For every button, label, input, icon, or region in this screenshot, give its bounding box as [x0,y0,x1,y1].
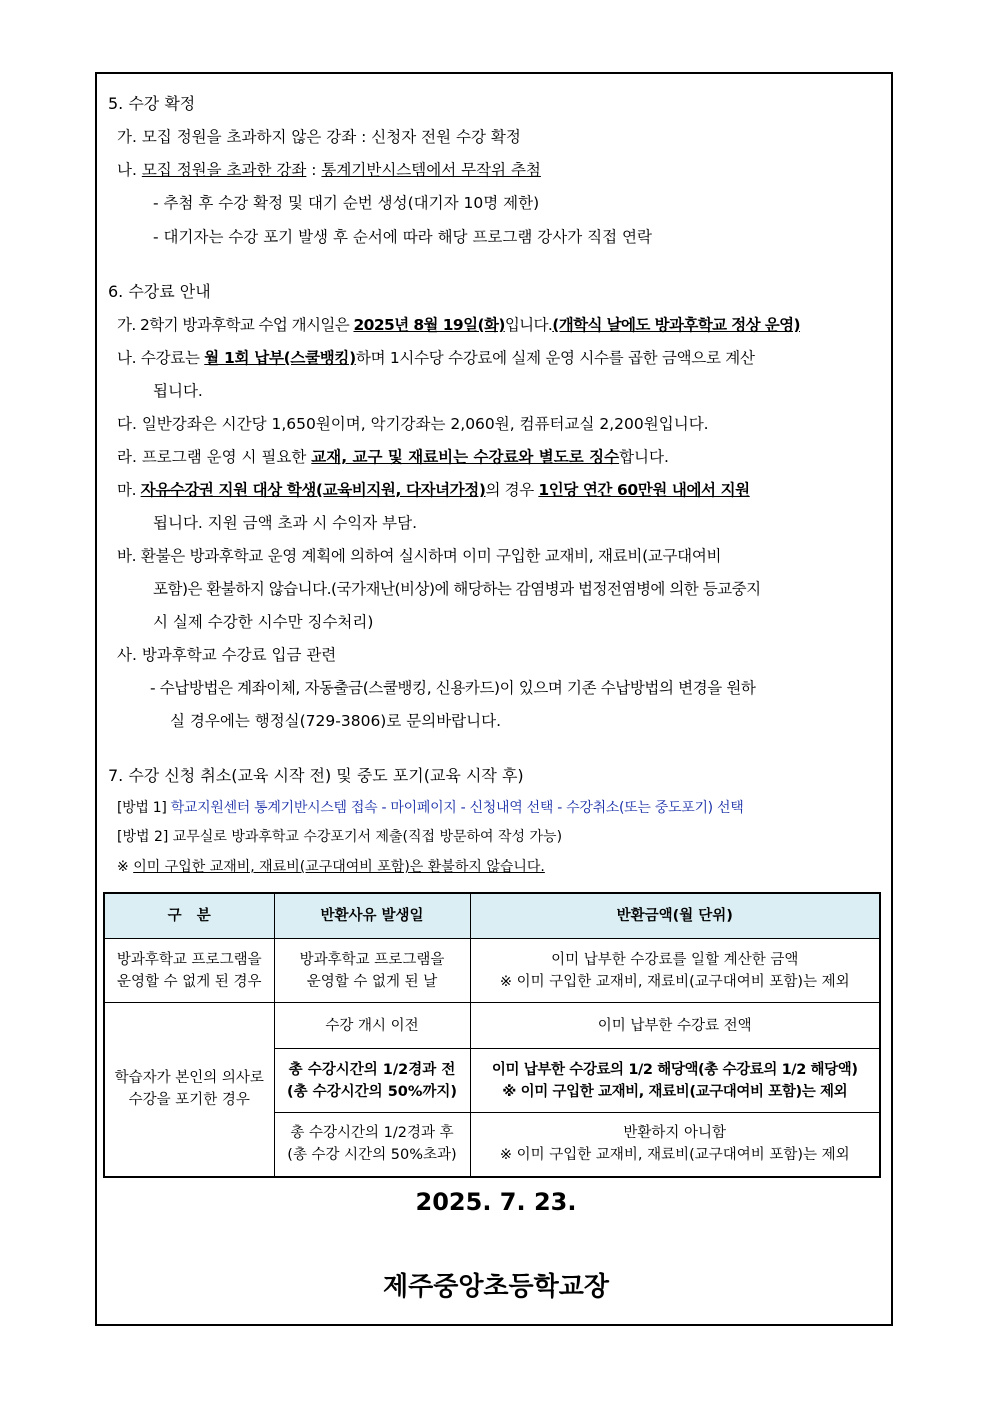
cell-line: (총 수강시간의 50%까지) [286,1083,458,1100]
cell-line: ※ 이미 구입한 교재비, 재료비(교구대여비 포함)는 제외 [502,1083,848,1100]
s6-sa-detail-2: 실 경우에는 행정실(729-3806)로 문의바랍니다. [170,712,502,730]
s7-note-text: 이미 구입한 교재비, 재료비(교구대여비 포함)은 환불하지 않습니다. [133,859,545,875]
s5-detail-1: - 추첨 후 수강 확정 및 대기 순번 생성(대기자 10명 제한) [153,194,540,212]
s7-note-mark: ※ [117,859,134,875]
s6-na-underline: 월 1회 납부(스쿨뱅킹) [204,349,356,367]
s6-item-na [117,347,755,369]
s5-na-underline-1: 모집 정원을 초과한 강좌 [141,161,307,179]
s6-ma-text-2: 의 경우 [485,481,539,499]
refund-table [103,892,881,1178]
s6-ga-text-2: 입니다. [504,316,553,334]
header-refund-amount: 반환금액(월 단위) [470,893,880,939]
s6-item-ba-2: 포함)은 환불하지 않습니다.(국가재난(비상)에 해당하는 감염병과 법정전염병에 의한 등교중지 [153,580,761,598]
cell-reason-date: 수강 개시 이전 [274,1003,470,1049]
s6-na-text-2: 하며 1시수당 수강료에 실제 운영 시수를 곱한 금액으로 계산 [355,349,755,367]
cell-line: ※ 이미 구입한 교재비, 재료비(교구대여비 포함)는 제외 [499,973,850,990]
cell-category [104,1003,274,1177]
table-row [104,1003,880,1049]
section-6-title: 6. 수강료 안내 [108,282,211,301]
s6-ga-text-1: 가. 2학기 방과후학교 수업 개시일은 [117,316,354,334]
header-reason-date: 반환사유 발생일 [274,893,470,939]
s5-detail-2: - 대기자는 수강 포기 발생 후 순서에 따라 해당 프로그램 강사가 직접 연락 [153,228,652,246]
cell-line: 학습자가 본인의 의사로 [114,1070,264,1087]
s6-ra-text-2: 합니다. [619,448,669,466]
s6-ra-text-1: 라. 프로그램 운영 시 필요한 [117,448,312,466]
section-5-title: 5. 수강 확정 [108,94,196,113]
section-7-title: 7. 수강 신청 취소(교육 시작 전) 및 중도 포기(교육 시작 후) [108,766,524,785]
s6-ma-underline-2: 1인당 연간 60만원 내에서 지원 [538,481,750,499]
s7-method-2: [방법 2] 교무실로 방과후학교 수강포기서 제출(직접 방문하여 작성 가능) [117,829,563,845]
s5-item-na [117,159,541,181]
s7-method-1 [117,797,743,819]
cell-category [104,939,274,1003]
s5-na-underline-2: 통계기반시스템에서 무작위 추첨 [321,161,541,179]
cell-reason-date [274,939,470,1003]
cell-line: 총 수강시간의 1/2경과 전 [288,1061,456,1078]
cell-line: 방과후학교 프로그램을 [116,951,262,968]
s6-na-text-1: 나. 수강료는 [117,349,205,367]
table-row [104,939,880,1003]
s6-item-ga [117,314,800,336]
s6-ma-prefix: 마. [117,481,141,499]
s6-ma-underline-1: 자유수강권 지원 대상 학생(교육비지원, 다자녀가정) [140,481,486,499]
cell-refund-amount [470,1113,880,1177]
s7-method-1-label: [방법 1] [117,800,171,816]
s6-ga-note: (개학식 날에도 방과후학교 정상 운영) [552,316,801,334]
s6-ga-date: 2025년 8월 19일(화) [353,316,505,334]
s5-na-mid: : [306,161,322,179]
header-category: 구 분 [104,893,274,939]
s6-item-da: 다. 일반강좌은 시간당 1,650원이며, 악기강좌는 2,060원, 컴퓨터교실 2,200원입니다. [117,415,709,433]
cell-line: 운영할 수 없게 된 경우 [117,973,262,990]
cell-line: 총 수강시간의 1/2경과 후 [290,1125,454,1142]
s6-ma-continued: 됩니다. 지원 금액 초과 시 수익자 부담. [153,514,418,532]
s6-na-continued: 됩니다. [153,382,203,400]
principal-signature: 제주중앙초등학교장 [382,1272,610,1302]
cell-refund-amount [470,939,880,1003]
s6-item-sa: 사. 방과후학교 수강료 입금 관련 [117,646,337,664]
cell-line: 반환하지 아니함 [623,1125,727,1142]
cell-line: 방과후학교 프로그램을 [299,951,445,968]
s5-item-ga: 가. 모집 정원을 초과하지 않은 강좌 : 신청자 전원 수강 확정 [117,128,521,146]
table-header-row [104,893,880,939]
s6-item-ra [117,446,669,468]
s7-method-1-text: 학교지원센터 통계기반시스템 접속 - 마이페이지 - 신청내역 선택 - 수강취소(또는 중도포기) 선택 [170,800,744,816]
cell-line: 이미 납부한 수강료의 1/2 해당액(총 수강료의 1/2 해당액) [491,1061,858,1078]
cell-reason-date [274,1113,470,1177]
document-date: 2025. 7. 23. [415,1188,577,1216]
s6-item-ma [117,479,750,501]
s6-item-ba-3: 시 실제 수강한 시수만 징수처리) [153,613,374,631]
s6-item-ba-1: 바. 환불은 방과후학교 운영 계획에 의하여 실시하며 이미 구입한 교재비, 재료비(교구대여비 [117,547,722,565]
s6-sa-detail-1: - 수납방법은 계좌이체, 자동출금(스쿨뱅킹, 신용카드)이 있으며 기존 수납방법의 변경을 원하 [150,679,756,697]
cell-line: 이미 납부한 수강료를 일할 계산한 금액 [551,951,799,968]
cell-line: (총 수강 시간의 50%초과) [287,1147,457,1164]
s5-na-prefix: 나. [117,161,142,179]
cell-refund-amount: 이미 납부한 수강료 전액 [470,1003,880,1049]
s7-note [117,856,545,878]
s6-ra-underline: 교재, 교구 및 재료비는 수강료와 별도로 징수 [311,448,620,466]
cell-reason-date [274,1049,470,1113]
cell-line: 운영할 수 없게 된 날 [306,973,438,990]
cell-line: ※ 이미 구입한 교재비, 재료비(교구대여비 포함)는 제외 [499,1147,850,1164]
cell-refund-amount [470,1049,880,1113]
cell-line: 수강을 포기한 경우 [128,1092,250,1109]
